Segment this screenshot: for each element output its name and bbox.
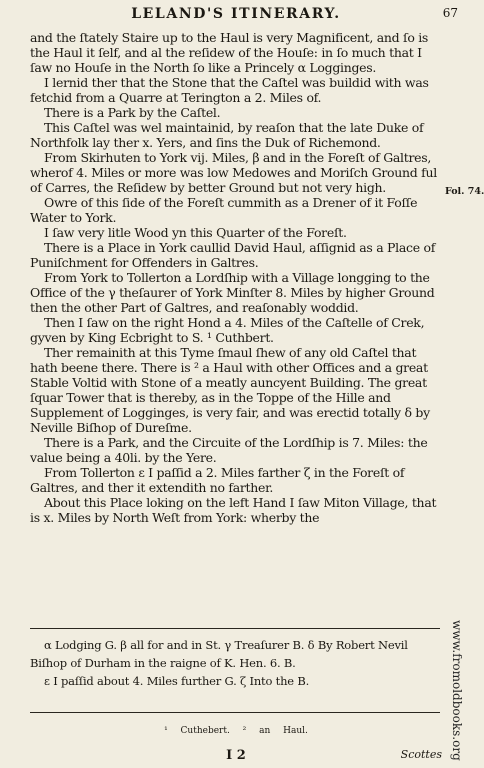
paragraph: From Skirhuten to York vij. Miles, β and in the Foreſt of Galtres, wherof 4. Miles or more was low Medowes and Moriſch Ground ful of Carres, the Reſidew by better Ground but not very high. — [30, 150, 437, 195]
signature-mark: I 2 — [226, 748, 246, 763]
watermark: www.fromoldbooks.org — [450, 620, 464, 761]
paragraph: I lernid ther that the Stone that the Caſtel was buildid with was fetchid from a Quarre at Terington a 2. Miles of. — [30, 75, 429, 105]
paragraph: I ſaw very litle Wood yn this Quarter of the Foreſt. — [44, 225, 347, 240]
running-title: LELAND'S ITINERARY. — [131, 6, 341, 22]
paragraph: Owre of this ſide of the Foreſt cummith as a Drener of it Foſſe Water to York. — [30, 195, 418, 225]
footnotes — [30, 636, 440, 690]
paragraph: Then I ſaw on the right Hond a 4. Miles of the Caſtelle of Crek, gyven by King Ecbright to S. ¹ Cuthbert. — [30, 315, 425, 345]
paragraph: There is a Park by the Caſtel. — [44, 105, 221, 120]
paragraph: This Caſtel was wel maintainid, by reaſon that the late Duke of Northfolk lay ther x. Yers, and ſins the Duk of Richemond. — [30, 120, 424, 150]
footnote: α Lodging G. β all for and in St. γ Treaſurer B. δ By Robert Nevil Biſhop of Durham in the raigne of K. Hen. 6. B. — [30, 638, 408, 670]
body-text — [30, 30, 440, 525]
paragraph: There is a Place in York caullid David Haul, aſſignid as a Place of Puniſchment for Offenders in Galtres. — [30, 240, 436, 270]
divider — [30, 628, 440, 629]
paragraph: and the ſtately Staire up to the Haul is very Magnificent, and ſo is the Haul it ſelf, and al the reſidew of the Houſe: in ſo much that I ſaw no Houſe in the North ſo like a Princely α Logginges. — [30, 30, 429, 75]
paragraph: Ther remainith at this Tyme ſmaul ſhew of any old Caſtel that hath beene there. There is ² a Haul with other Offices and a great Stable Voltid with Stone of a meatly auncyent Building. The great ſquar Tower that is thereby, as in the Toppe of the Hille and Supplement of Logginges, is very fair, and was erectid totally δ by Neville Biſhop of Dureſme. — [30, 345, 430, 435]
paragraph: From Tollerton ε I paſſid a 2. Miles farther ζ in the Foreſt of Galtres, and ther it extendith no farther. — [30, 465, 405, 495]
paragraph: About this Place loking on the left Hand I ſaw Miton Village, that is x. Miles by North Weſt from York: wherby the — [30, 495, 437, 525]
footer-notes: ¹ Cuthebert. ² an Haul. — [164, 726, 308, 736]
divider — [30, 712, 440, 713]
page-header — [0, 4, 472, 24]
footnote: ε I paſſid about 4. Miles further G. ζ Into the B. — [44, 674, 310, 688]
page-number: 67 — [442, 6, 458, 20]
paragraph: There is a Park, and the Circuite of the Lordſhip is 7. Miles: the value being a 40li. by the Yere. — [30, 435, 428, 465]
margin-note: Fol. 74. — [445, 186, 484, 197]
paragraph: From York to Tollerton a Lordſhip with a Village longging to the Office of the γ theſaurer of York Minſter 8. Miles by higher Ground then the other Part of Galtres, and reaſonably woddid. — [30, 270, 435, 315]
catchword: Scottes — [400, 748, 442, 761]
